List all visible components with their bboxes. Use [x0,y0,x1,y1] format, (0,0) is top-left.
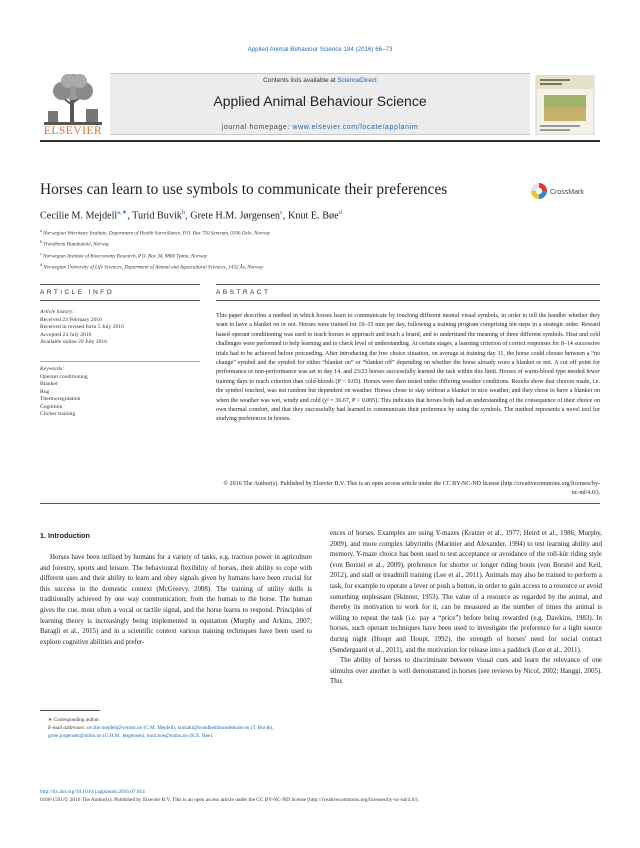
affiliation-marker: c [40,250,42,256]
info-top-rule [40,284,200,285]
keyword-item: Operant conditioning [40,373,88,380]
author-separator: , [282,210,288,222]
contents-line [110,77,530,84]
affiliation-text: Norwegian University of Life Sciences, Department of Animal and Aquacultural Sciences, 1432 Ås, Norway [43,264,264,271]
history-item: Available online 29 July 2016 [40,339,108,345]
author-separator: , [185,210,191,222]
history-label: Article history: [40,309,75,315]
history-item: Received 23 February 2016 [40,316,102,323]
article-meta-footer [40,788,600,804]
introduction-paragraph: The ability of horses to discriminate between visual cues and learn the relevance of one stimulus over another is well demonstrated in horses (see reviews by Nicol, 2002; Hanggi, 2005). This [330,656,602,686]
author-separator: , [127,210,133,222]
journal-cover-thumbnail[interactable] [530,75,600,135]
affiliation-text: Trondheim Hundeskole, Norway [43,242,110,249]
footnote-divider [40,710,100,711]
homepage-line [110,124,530,131]
corresponding-author-note: ∗ Corresponding author. [48,717,101,723]
affiliation-item [40,227,600,238]
keyword-item: Cognition [40,403,63,410]
author-emails[interactable]: cecilie.mejdell@vetinst.no (C.M. Mejdell), kontakt@trondheimhundeskole.no (T. Buvik), grete.jorgensen@nibio.no (G.H.M. Jørgensen), knut.boe@nmbu.no (K.E. Bøe). [48,725,274,739]
article-title: Horses can learn to use symbols to communicate their preferences [40,181,448,198]
author-name: Turid Buvik [132,210,182,222]
affiliation-marker: d [40,262,43,268]
journal-cover-icon [530,75,600,135]
author-affiliation-marker[interactable]: b [181,209,186,216]
author-affiliation-marker[interactable]: d [338,209,342,216]
elsevier-logo[interactable] [40,71,106,137]
abstract-bottom-rule [40,503,600,504]
elsevier-wordmark: ELSEVIER [43,125,103,137]
history-item: Accepted 24 July 2016 [40,331,92,338]
affiliation-list [40,227,600,273]
header-divider [40,140,600,142]
author-list [40,208,600,221]
crossmark-icon [530,181,600,201]
introduction-paragraph: ences of horses. Examples are using Y-mazes (Kratzer et al., 1977; Heird et al., 1986; Murphy, 2009), and more complex labyrinths (Marinier and Alexander, 1994) to test learning ability and memory. Y-maze choice has been used to test acceptance or avoidance of the roll-kür riding style (von Borstel et al., 2009), preference for shorter or longer riding bouts (von Borstel and Keil, 2012), and stall or treadmill training (Lee et al., 2011). Animals may also be trained to perform a task, for example to operate a lever or push a button, in order to gain access to a resource or avoid something unpleasant (Skinner, 1953). The value of a resource as regarded by the animal, and thereby its motivation to work for it, can be measured as the number of times the animal is willing to repeat the task (i.e. pay a “price”) before being rewarded (e.g. Dawkins, 1983). In horses, such operant techniques have been used to investigate the preference for a light source during night (Houpt and Houpt, 1992), the strength of horses' need for social contact (Søndergaard et al., 2011), and the motivation for release into a paddock (Lee et al., 2011). [330,529,602,654]
keyword-item: Blanket [40,381,58,387]
keyword-item: Thermoregulation [40,396,81,402]
author-name: Cecilie M. Mejdell [40,210,118,222]
email-footnote [40,724,312,740]
email-label: E-mail addresses: [48,725,86,731]
keyword-item: Clicker training [40,411,76,417]
abstract-body: This paper describes a method in which horses learn to communicate by touching different neutral visual symbols, in order to tell the handler whether they want to have a blanket on or not. Horses were trained for 10–15 min per day, following a training program comprising ten steps in a strategic order. Reward based operant conditioning was used to teach horses to approach and touch a board, and to understand the meaning of three different symbols. Heat and cold challenges were performed to help learning and to check level of understanding. At certain stages, a learning criterion of correct responses for 8–14 successive trials had to be achieved before proceeding. After introducing the free choice situation, on average at training day 11, the horse could choose between a “no change” symbol and the symbol for either “blanket on” or “blanket off” depending on whether the horse already wore a blanket or not. A cut off point for performance or non-performance was set to day 14, and 23/23 horses successfully learned the task within this limit. Horses of warm-blood type needed fewer training days to reach criterion than cold-bloods (P < 0.05). Horses were then tested under differing weather conditions. Results show that choices made, i.e. the symbol touched, was not random but dependent on weather. Horses chose to stay without a blanket in nice weather, and they chose to have a blanket on when the weather was wet, windy and cold (χ² = 36.67, P < 0.005). This indicates that horses both had an understanding of the consequence of their choice on own thermal comfort, and that they successfully had learned to communicate their preference by using the symbols. The method represents a novel tool for studying preferences in horses. [216,313,600,423]
author-affiliation-marker[interactable]: a,∗ [117,209,128,216]
author-name: Grete H.M. Jørgensen [190,210,281,222]
introduction-heading: 1. Introduction [40,531,90,540]
homepage-prefix: journal homepage: [221,124,293,131]
introduction-left-column [40,552,312,647]
info-mid-rule [40,300,200,301]
abstract-mid-rule [216,300,600,301]
sciencedirect-link[interactable]: ScienceDirect [337,77,377,84]
journal-header [40,71,600,137]
keyword-item: Rug [40,388,50,395]
elsevier-tree-icon [40,71,106,125]
introduction-right-column [330,528,602,687]
affiliation-item [40,250,600,261]
crossmark-badge[interactable] [530,181,600,201]
affiliation-text: Norwegian Veterinary Institute, Department of Health Surveillance, P.O. Box 750 Sentrum, 0106 Oslo, Norway [43,230,271,237]
journal-homepage-link[interactable]: www.elsevier.com/locate/applanim [292,124,419,131]
crossmark-label: CrossMark [550,189,584,196]
affiliation-marker: a [40,228,42,233]
author-affiliation-marker[interactable]: c [280,209,283,216]
journal-title[interactable]: Applied Animal Behaviour Science [213,93,427,109]
abstract-top-rule [216,284,600,285]
copyright-notice[interactable]: © 2016 The Author(s). Published by Elsevier B.V. This is an open access article under the CC BY-NC-ND license (http://creativecommons.org/licenses/by-nc-nd/4.0/). [223,481,600,497]
journal-citation[interactable]: Applied Animal Behaviour Science 184 (2016) 66–73 [247,46,393,53]
keywords-block [40,366,200,419]
affiliation-item [40,261,600,272]
contents-prefix: Contents lists available at [263,77,338,84]
affiliation-item [40,238,600,249]
author-name: Knut E. Bøe [288,210,339,222]
affiliation-marker: b [40,239,43,245]
footnotes [40,716,312,740]
article-history [40,309,200,347]
abstract-heading: ABSTRACT [216,289,271,296]
info-keywords-rule [40,361,200,362]
affiliation-text: Norwegian Institute of Bioeconomy Research, P.O. Box 34, 8860 Tjøtta, Norway [43,253,208,260]
journal-banner [110,73,530,135]
doi-link[interactable]: http://dx.doi.org/10.1016/j.applanim.2016.07.014 [40,789,145,795]
keywords-label: Keywords: [40,366,65,372]
introduction-paragraph: Horses have been utilised by humans for a variety of tasks, e.g. traction power in agriculture and forestry, sports and leisure. The behavioural flexibility of horses, their ability to cope with different uses and their ability to learn and obey signals given by humans have been crucial for this success in the domestic context (McGreevy, 2008). The training of utility skills is traditionally achieved by one way communication; from the human to the horse. The human gives the cue, most often a vocal or tactile signal, and the horse learns to respond. Principles of learning theory is increasingly being implemented in equitation (Murphy and Arkins, 2007; Baragli et al., 2015) and in a scientific context various training techniques have been used to explore cognitive abilities and prefer- [40,553,312,646]
history-item: Received in revised form 5 July 2016 [40,324,124,330]
issn-license-line: 0168-1591/© 2016 The Author(s). Published by Elsevier B.V. This is an open access article under the CC BY-NC-ND license (http://creativecommons.org/licenses/by-nc-nd/4.0/). [40,797,419,803]
article-info-heading: ARTICLE INFO [40,289,115,296]
